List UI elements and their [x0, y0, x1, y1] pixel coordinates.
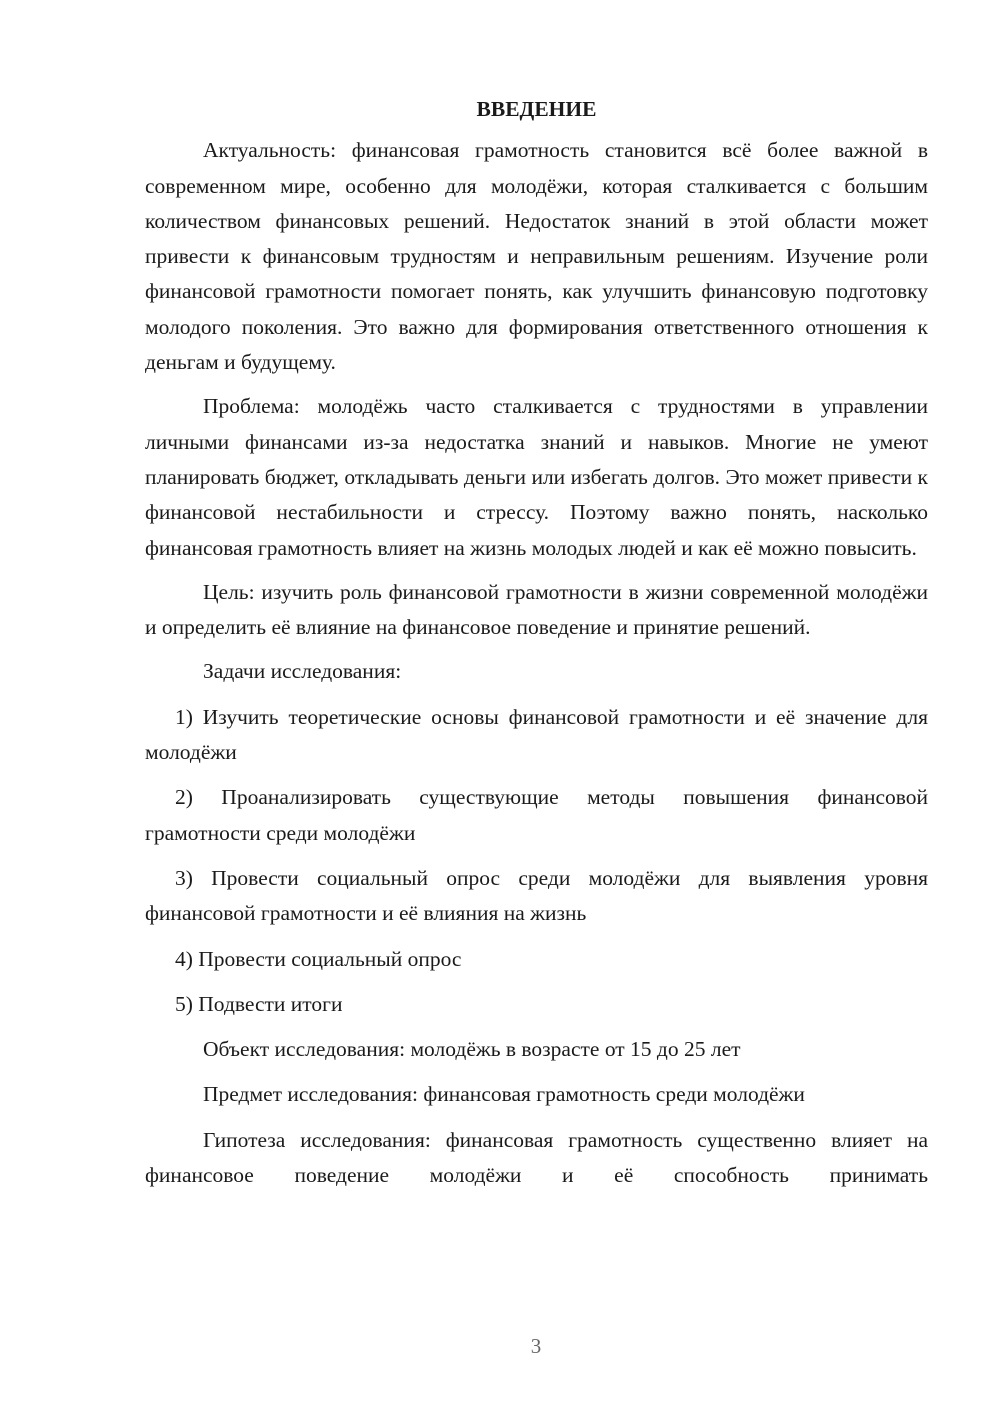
task-item-5: 5) Подвести итоги: [175, 991, 343, 1016]
page-title: ВВЕДЕНИЕ: [476, 97, 597, 121]
problem-paragraph: Проблема: молодёжь часто сталкивается с трудностями в управлении личными финансами из-за недостатка знаний и навыков. Многие не умеют планировать бюджет, откладывать деньги или избегать долгов. Это может привести к финансовой нестабильности и стрессу. Поэтому важно понять, насколько финансовая грамотность влияет на жизнь молодых людей и как её можно повысить.: [145, 394, 928, 560]
page-number: 3: [530, 1334, 542, 1358]
research-object-paragraph: Объект исследования: молодёжь в возрасте от 15 до 25 лет: [203, 1037, 741, 1062]
task-item-3: 3) Провести социальный опрос среди молодёжи для выявления уровня финансовой грамотности и её влияния на жизнь: [145, 865, 928, 926]
task-item-4: 4) Провести социальный опрос: [175, 946, 462, 971]
relevance-paragraph: Актуальность: финансовая грамотность становится всё более важной в современном мире, особенно для молодёжи, которая сталкивается с большим количеством финансовых решений. Недостаток знаний в этой области может привести к финансовым трудностям и неправильным решениям. Изучение роли финансовой грамотности помогает понять, как улучшить финансовую подготовку молодого поколения. Это важно для формирования ответственного отношения к деньгам и будущему.: [145, 138, 928, 375]
task-item-1: 1) Изучить теоретические основы финансовой грамотности и её значение для молодёжи: [145, 704, 928, 765]
research-subject-paragraph: Предмет исследования: финансовая грамотность среди молодёжи: [203, 1082, 805, 1107]
document-page: [145, 92, 928, 1193]
goal-paragraph: Цель: изучить роль финансовой грамотности в жизни современной молодёжи и определить её влияние на финансовое поведение и принятие решений.: [145, 579, 928, 640]
task-item-2: 2) Проанализировать существующие методы повышения финансовой грамотности среди молодёжи: [145, 785, 928, 845]
tasks-heading: Задачи исследования:: [203, 659, 402, 684]
hypothesis-paragraph: Гипотеза исследования: финансовая грамотность существенно влияет на финансовое поведение молодёжи и её способность принимать: [145, 1127, 928, 1188]
